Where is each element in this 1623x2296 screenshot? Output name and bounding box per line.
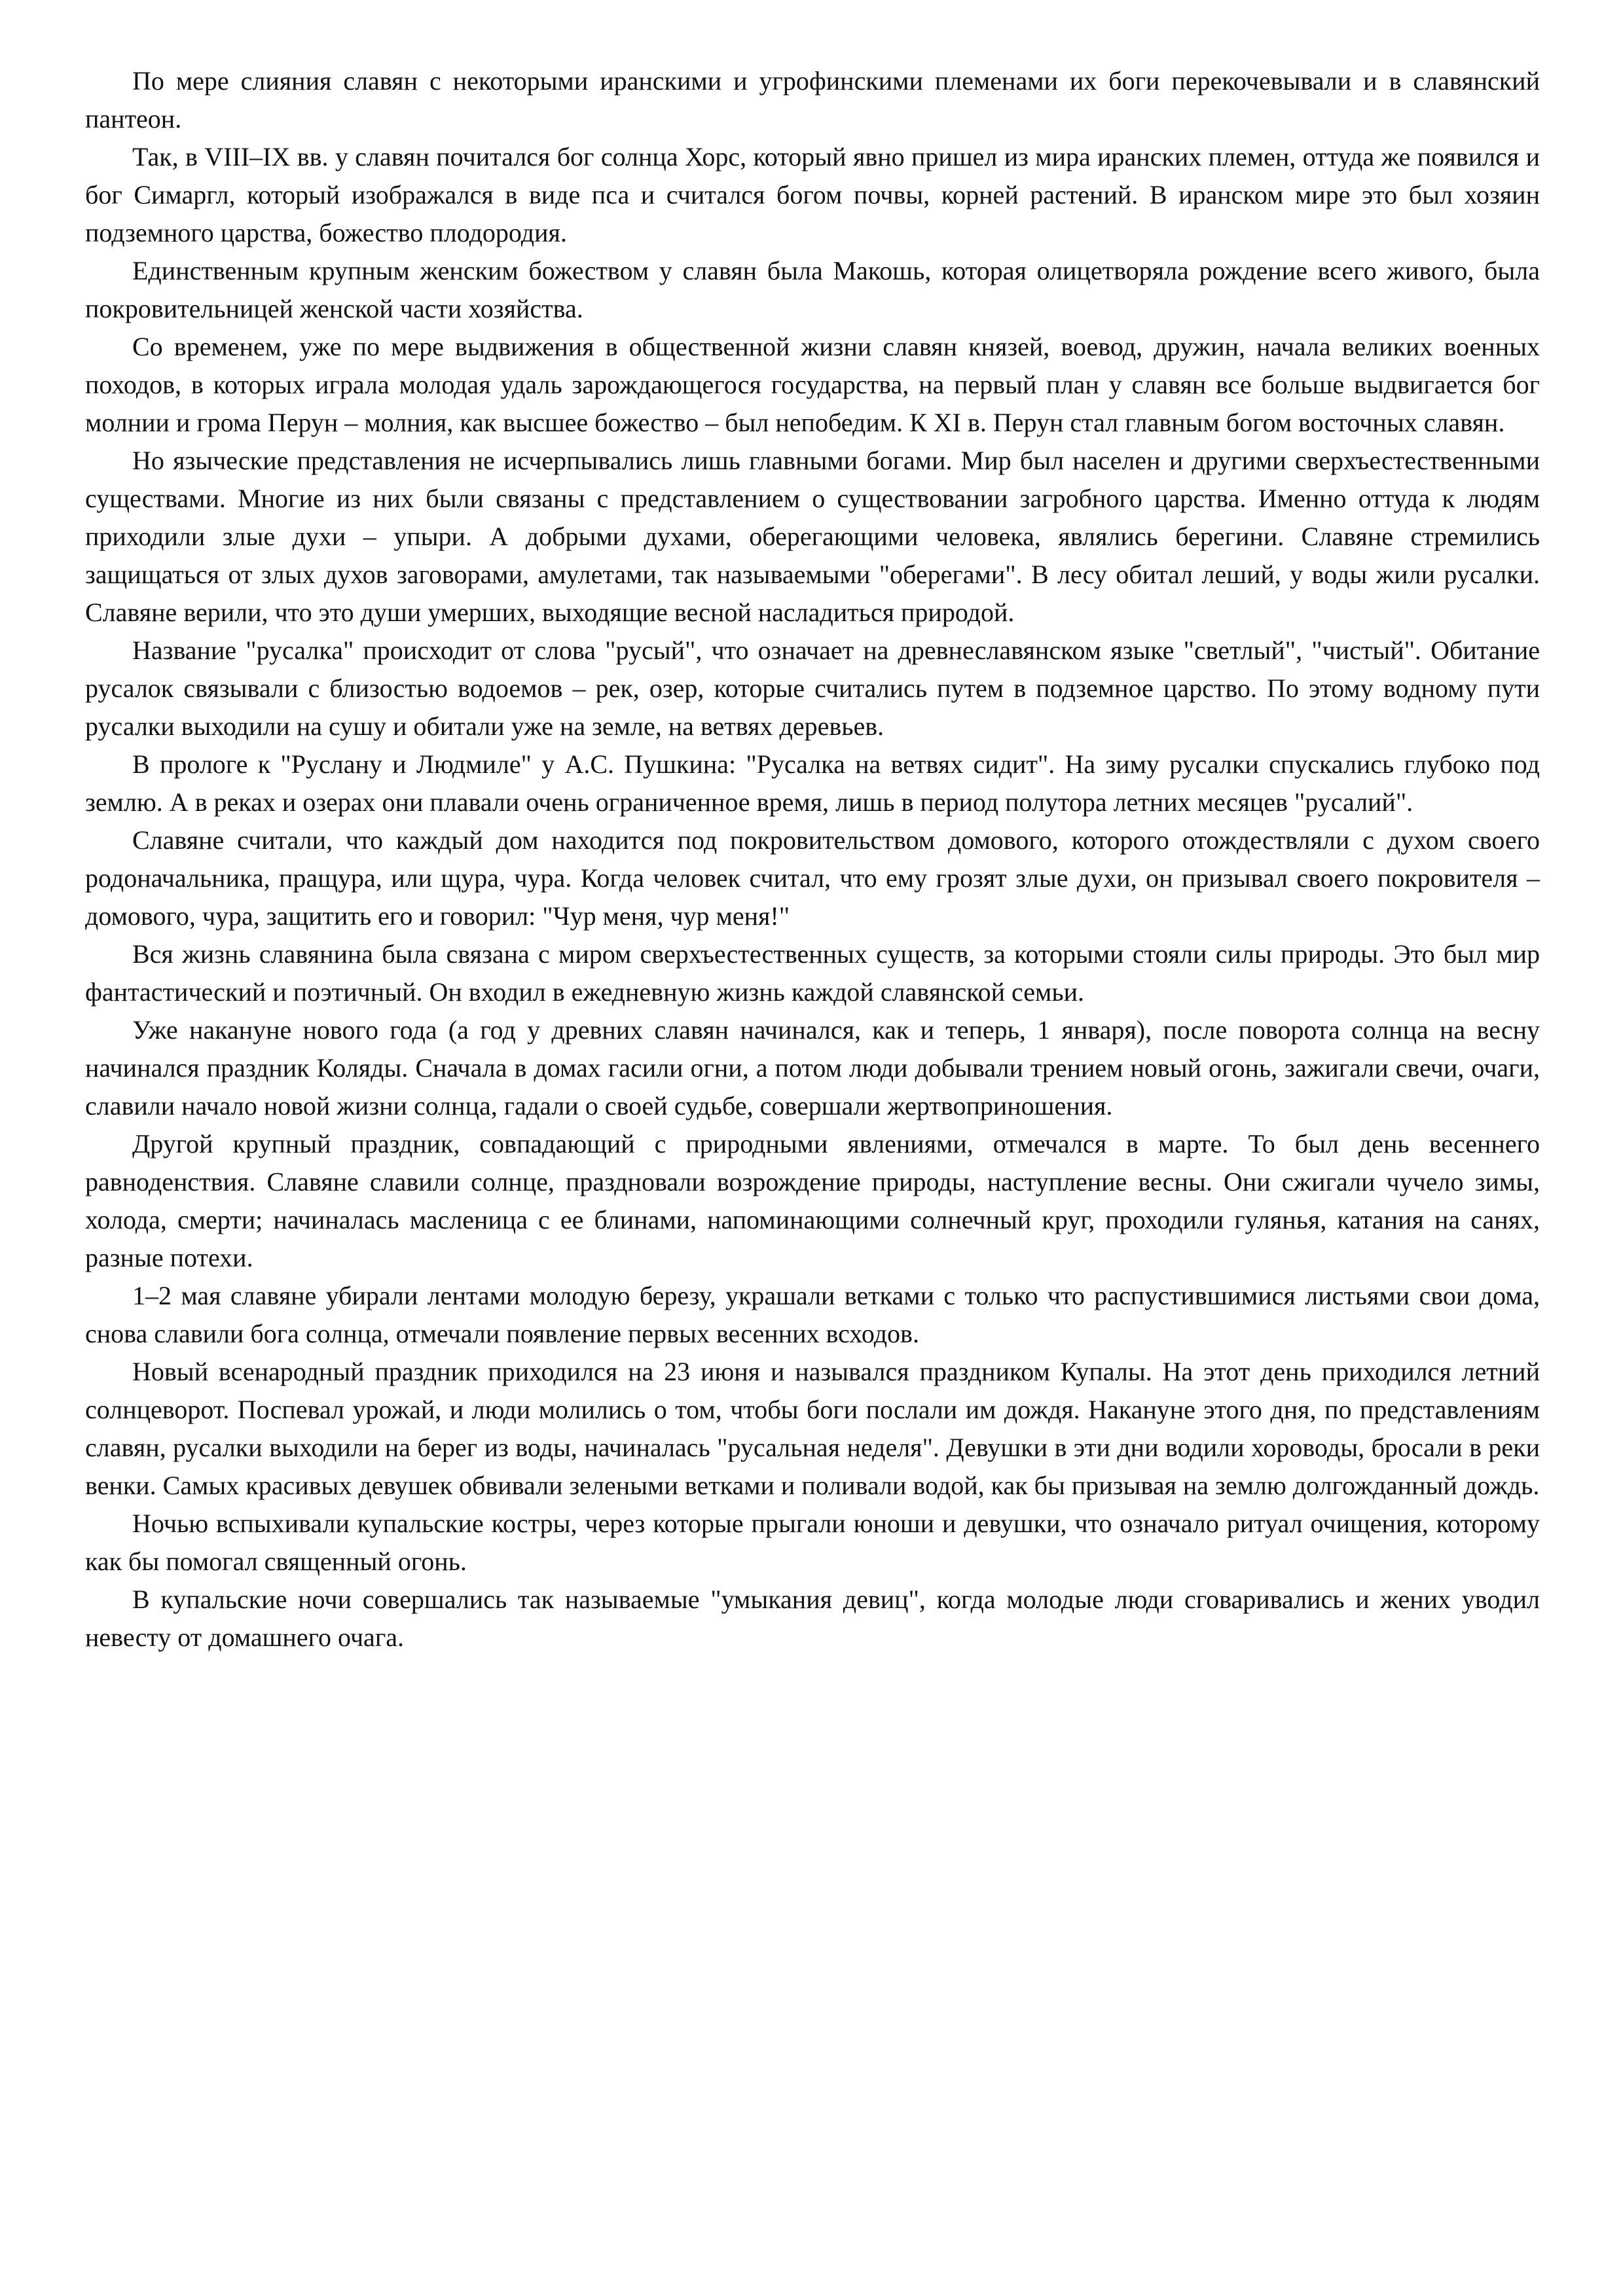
paragraph-7: В прологе к "Руслану и Людмиле" у А.С. Пушкина: "Русалка на ветвях сидит". На зиму русалки спускались глубоко под землю. А в реках и озерах они плавали очень ограниченное время, лишь в период полутора летних месяцев "русалий". (85, 749, 1540, 817)
paragraph-3: Единственным крупным женским божеством у славян была Макошь, которая олицетворяла рождение всего живого, была покровительницей женской части хозяйства. (85, 256, 1540, 323)
paragraph-2: Так, в VIII–IX вв. у славян почитался бог солнца Хорс, который явно пришел из мира иранских племен, оттуда же появился и бог Симаргл, который изображался в виде пса и считался богом почвы, корней растений. В иранском мире это был хозяин подземного царства, божество плодородия. (85, 142, 1540, 247)
paragraph-9: Вся жизнь славянина была связана с миром сверхъестественных существ, за которыми стояли силы природы. Это был мир фантастический и поэтичный. Он входил в ежедневную жизнь каждой славянской семьи. (85, 939, 1540, 1007)
paragraph-15: В купальские ночи совершались так называемые "умыкания девиц", когда молодые люди сговаривались и жених уводил невесту от домашнего очага. (85, 1585, 1540, 1652)
paragraph-8: Славяне считали, что каждый дом находится под покровительством домового, которого отождествляли с духом своего родоначальника, пращура, или щура, чура. Когда человек считал, что ему грозят злые духи, он призывал своего покровителя – домового, чура, защитить его и говорил: "Чур меня, чур меня!" (85, 825, 1540, 931)
paragraph-4: Со временем, уже по мере выдвижения в общественной жизни славян князей, воевод, дружин, начала великих военных походов, в которых играла молодая удаль зарождающегося государства, на первый план у славян все больше выдвигается бог молнии и грома Перун – молния, как высшее божество – был непобедим. К XI в. Перун стал главным богом восточных славян. (85, 332, 1540, 437)
paragraph-1: По мере слияния славян с некоторыми иранскими и угрофинскими племенами их боги перекочевывали и в славянский пантеон. (85, 66, 1540, 134)
paragraph-12: 1–2 мая славяне убирали лентами молодую березу, украшали ветками с только что распустившимися листьями свои дома, снова славили бога солнца, отмечали появление первых весенних всходов. (85, 1281, 1540, 1348)
document-page (85, 62, 1540, 1657)
paragraph-5: Но языческие представления не исчерпывались лишь главными богами. Мир был населен и другими сверхъестественными существами. Многие из них были связаны с представлением о существовании загробного царства. Именно оттуда к людям приходили злые духи – упыри. А добрыми духами, оберегающими человека, являлись берегини. Славяне стремились защищаться от злых духов заговорами, амулетами, так называемыми "оберегами". В лесу обитал леший, у воды жили русалки. Славяне верили, что это души умерших, выходящие весной насладиться природой. (85, 446, 1540, 627)
paragraph-11: Другой крупный праздник, совпадающий с природными явлениями, отмечался в марте. То был день весеннего равноденствия. Славяне славили солнце, праздновали возрождение природы, наступление весны. Они сжигали чучело зимы, холода, смерти; начиналась масленица с ее блинами, напоминающими солнечный круг, проходили гулянья, катания на санях, разные потехи. (85, 1129, 1540, 1272)
paragraph-10: Уже накануне нового года (а год у древних славян начинался, как и теперь, 1 января), после поворота солнца на весну начинался праздник Коляды. Сначала в домах гасили огни, а потом люди добывали трением новый огонь, зажигали свечи, очаги, славили начало новой жизни солнца, гадали о своей судьбе, совершали жертвоприношения. (85, 1015, 1540, 1121)
paragraph-6: Название "русалка" происходит от слова "русый", что означает на древнеславянском языке "светлый", "чистый". Обитание русалок связывали с близостью водоемов – рек, озер, которые считались путем в подземное царство. По этому водному пути русалки выходили на сушу и обитали уже на земле, на ветвях деревьев. (85, 636, 1540, 741)
paragraph-14: Ночью вспыхивали купальские костры, через которые прыгали юноши и девушки, что означало ритуал очищения, которому как бы помогал священный огонь. (85, 1509, 1540, 1576)
paragraph-13: Новый всенародный праздник приходился на 23 июня и назывался праздником Купалы. На этот день приходился летний солнцеворот. Поспевал урожай, и люди молились о том, чтобы боги послали им дождя. Накануне этого дня, по представлениям славян, русалки выходили на берег из воды, начиналась "русальная неделя". Девушки в эти дни водили хороводы, бросали в реки венки. Самых красивых девушек обвивали зелеными ветками и поливали водой, как бы призывая на землю долгожданный дождь. (85, 1357, 1540, 1500)
